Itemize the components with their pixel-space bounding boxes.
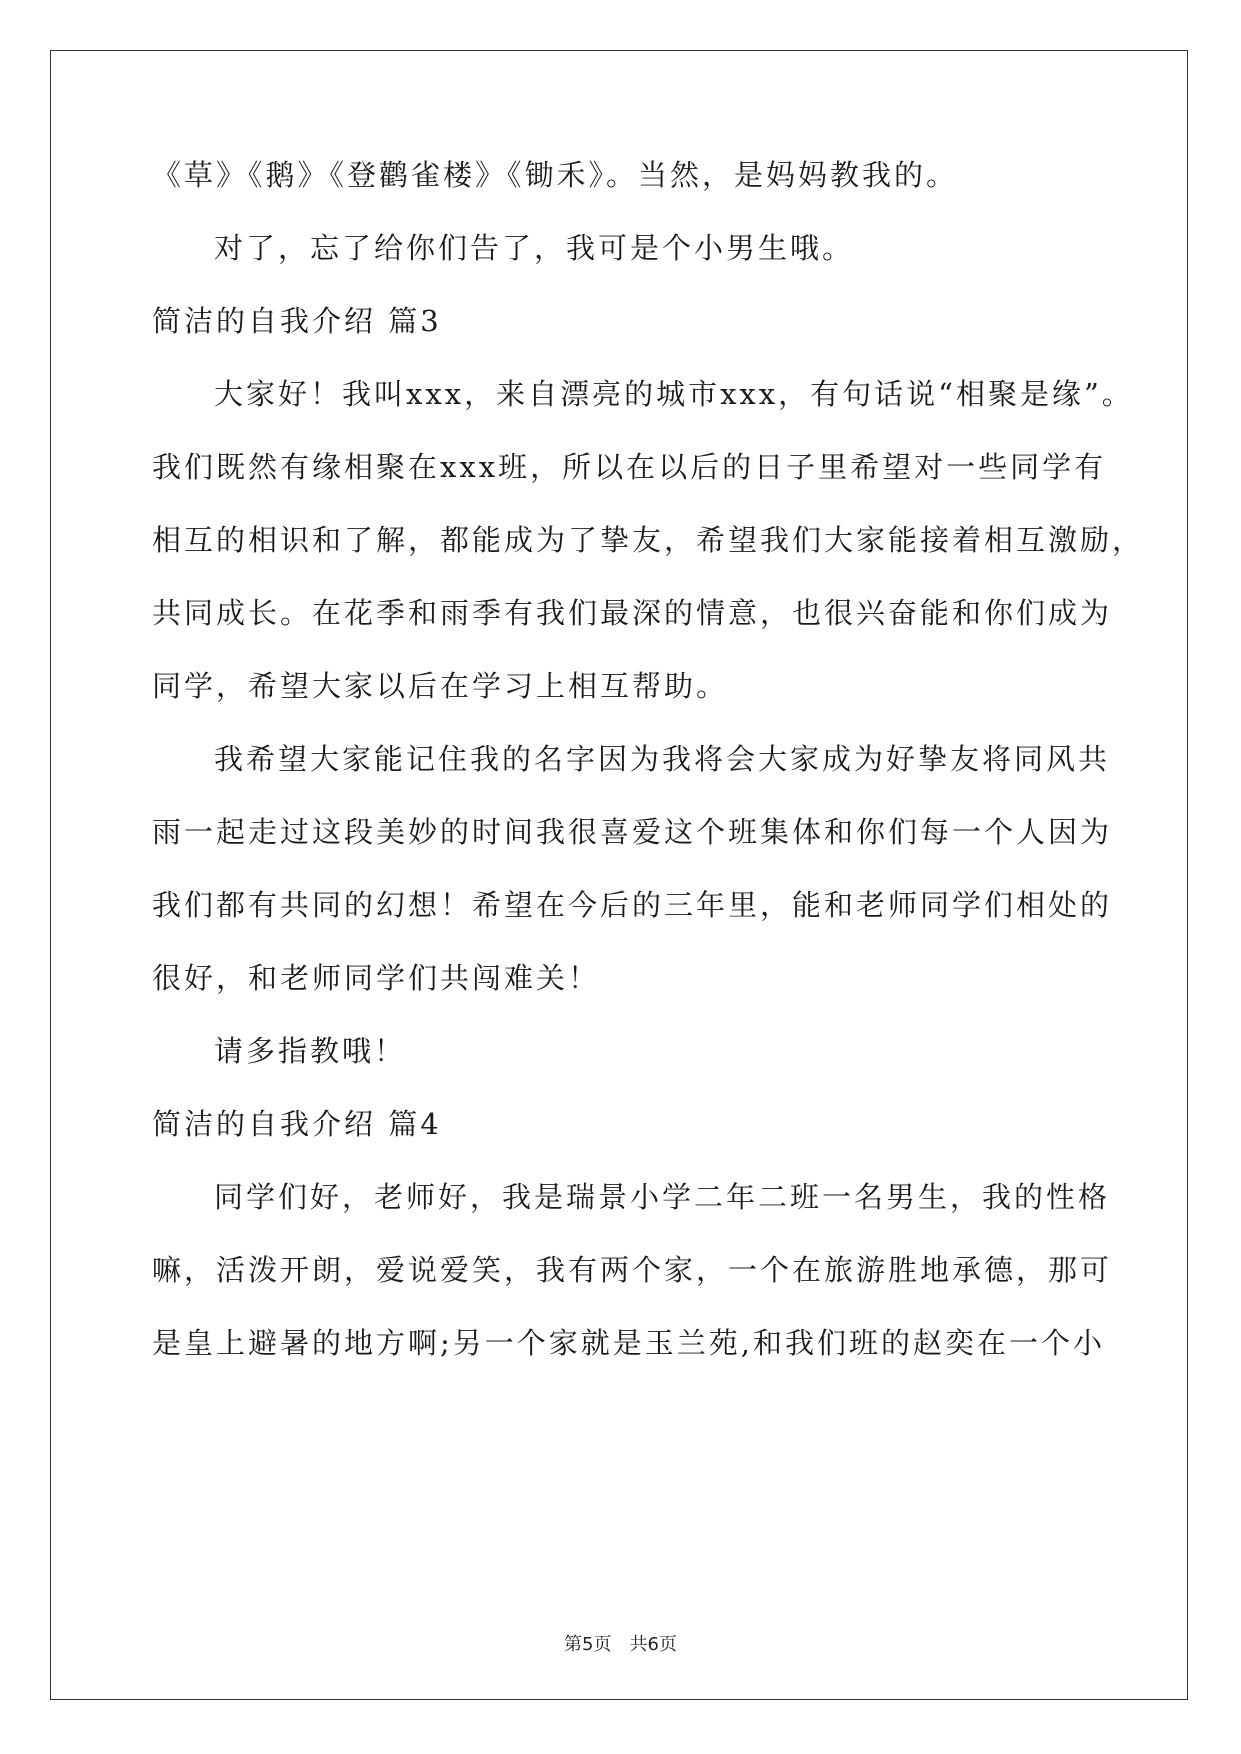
text-line: 我希望大家能记住我的名字因为我将会大家成为好挚友将同风共 <box>214 742 1111 776</box>
text-line: 雨一起走过这段美妙的时间我很喜爱这个班集体和你们每一个人因为 <box>152 815 1113 849</box>
text-line: 同学们好，老师好，我是瑞景小学二年二班一名男生，我的性格 <box>214 1180 1111 1214</box>
text-line: 请多指教哦！ <box>214 1034 407 1068</box>
text-line: 是皇上避暑的地方啊;另一个家就是玉兰苑,和我们班的赵奕在一个小 <box>152 1326 1105 1360</box>
page-number: 第5页 共6页 <box>564 1634 677 1655</box>
section-heading: 简洁的自我介绍 篇3 <box>152 304 442 338</box>
section-heading: 简洁的自我介绍 篇4 <box>152 1107 442 1141</box>
text-line: 对了，忘了给你们告了，我可是个小男生哦。 <box>214 231 855 265</box>
text-line: 相互的相识和了解，都能成为了挚友，希望我们大家能接着相互激励， <box>152 523 1145 557</box>
text-line: 同学，希望大家以后在学习上相互帮助。 <box>152 669 729 703</box>
text-line: 《草》《鹅》《登鹳雀楼》《锄禾》。当然，是妈妈教我的。 <box>152 158 959 192</box>
text-line: 我们都有共同的幻想！希望在今后的三年里，能和老师同学们相处的 <box>152 888 1113 922</box>
text-line: 共同成长。在花季和雨季有我们最深的情意，也很兴奋能和你们成为 <box>152 596 1113 630</box>
text-line: 很好，和老师同学们共闯难关！ <box>152 961 601 995</box>
page-border <box>50 50 1188 1700</box>
text-line: 嘛，活泼开朗，爱说爱笑，我有两个家，一个在旅游胜地承德，那可 <box>152 1253 1113 1287</box>
text-line: 大家好！我叫xxx，来自漂亮的城市xxx，有句话说“相聚是缘”。 <box>214 377 1134 411</box>
text-line: 我们既然有缘相聚在xxx班，所以在以后的日子里希望对一些同学有 <box>152 450 1107 484</box>
